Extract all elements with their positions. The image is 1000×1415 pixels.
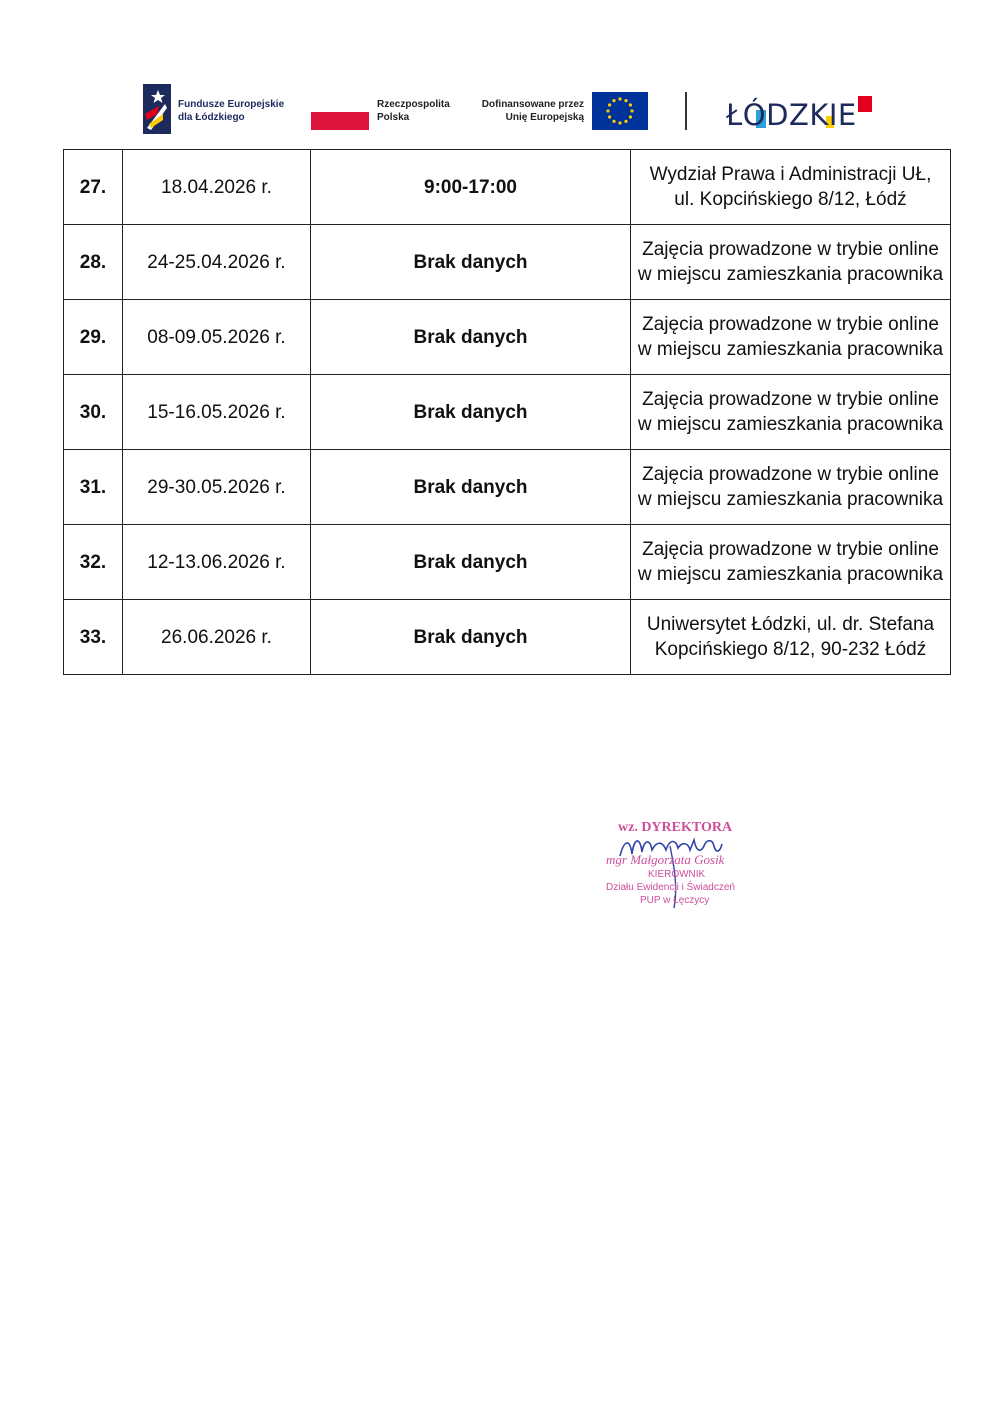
european-funds-label: Fundusze Europejskie dla Łódzkiego (178, 99, 285, 123)
row-date: 18.04.2026 r. (123, 150, 311, 225)
eu-flag-icon (592, 92, 648, 130)
row-location: Zajęcia prowadzone w trybie online w miejscu zamieszkania pracownika (631, 525, 951, 600)
row-date: 15-16.05.2026 r. (123, 375, 311, 450)
poland-flag-icon (311, 94, 369, 130)
row-hours: Brak danych (311, 375, 631, 450)
row-date: 26.06.2026 r. (123, 600, 311, 675)
republic-of-poland-label: Rzeczpospolita Polska (377, 99, 450, 123)
table-row (64, 225, 951, 300)
row-location: Zajęcia prowadzone w trybie online w miejscu zamieszkania pracownika (631, 225, 951, 300)
row-number: 30. (64, 375, 123, 450)
row-number: 27. (64, 150, 123, 225)
row-location: Zajęcia prowadzone w trybie online w miejscu zamieszkania pracownika (631, 375, 951, 450)
row-hours: Brak danych (311, 225, 631, 300)
row-date: 12-13.06.2026 r. (123, 525, 311, 600)
row-hours: Brak danych (311, 300, 631, 375)
row-hours: Brak danych (311, 525, 631, 600)
table-row (64, 375, 951, 450)
table-row (64, 150, 951, 225)
row-hours: 9:00-17:00 (311, 150, 631, 225)
logo-divider (685, 92, 687, 130)
row-date: 24-25.04.2026 r. (123, 225, 311, 300)
logo-bar (0, 78, 1000, 142)
row-date: 29-30.05.2026 r. (123, 450, 311, 525)
row-number: 28. (64, 225, 123, 300)
european-funds-logo-icon (143, 84, 171, 134)
row-number: 32. (64, 525, 123, 600)
stamp-department: Działu Ewidencji i Świadczeń (606, 882, 735, 893)
row-date: 08-09.05.2026 r. (123, 300, 311, 375)
row-number: 33. (64, 600, 123, 675)
table-row (64, 525, 951, 600)
row-hours: Brak danych (311, 600, 631, 675)
stamp-title: wz. DYREKTORA (618, 820, 733, 835)
table-row (64, 600, 951, 675)
row-location: Uniwersytet Łódzki, ul. dr. Stefana Kopcińskiego 8/12, 90-232 Łódź (631, 600, 951, 675)
table-row (64, 300, 951, 375)
official-stamp (600, 816, 770, 916)
stamp-office: PUP w Łęczycy (640, 895, 710, 906)
schedule-table (63, 149, 951, 675)
row-location: Zajęcia prowadzone w trybie online w miejscu zamieszkania pracownika (631, 300, 951, 375)
row-hours: Brak danych (311, 450, 631, 525)
eu-cofinanced-label: Dofinansowane przez Unię Europejską (481, 99, 584, 123)
row-number: 29. (64, 300, 123, 375)
stamp-signatory-name: mgr Małgorzata Gosik (606, 852, 725, 867)
lodzkie-region-logo: ŁÓDZKIE (722, 96, 874, 130)
row-location: Zajęcia prowadzone w trybie online w miejscu zamieszkania pracownika (631, 450, 951, 525)
row-location: Wydział Prawa i Administracji UŁ, ul. Kopcińskiego 8/12, Łódź (631, 150, 951, 225)
stamp-position: KIEROWNIK (648, 869, 706, 880)
table-row (64, 450, 951, 525)
row-number: 31. (64, 450, 123, 525)
